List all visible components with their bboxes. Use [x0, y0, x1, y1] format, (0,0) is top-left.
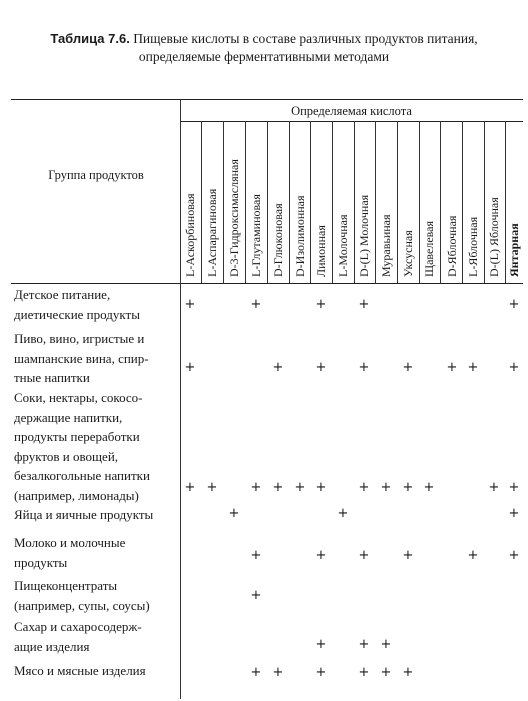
- row-label-line: (например, лимонады): [14, 487, 139, 503]
- presence-mark: +: [272, 665, 284, 680]
- acid-column-label: D-(L) Яблочная: [487, 197, 501, 277]
- acid-column-divider: [440, 121, 441, 283]
- acid-column-header: Определяемая кислота: [291, 104, 412, 118]
- acid-column-label: D-Глюконовая: [271, 203, 285, 277]
- acid-column-label: D-(L) Молочная: [357, 194, 371, 277]
- acid-column-divider: [245, 121, 246, 283]
- presence-mark: +: [294, 480, 306, 495]
- row-label-line: шампанские вина, спир-: [14, 350, 149, 366]
- acid-column-label: D-Яблочная: [445, 215, 459, 277]
- presence-mark: +: [423, 480, 435, 495]
- acid-column-divider: [267, 121, 268, 283]
- acid-column-label: Янтарная: [507, 223, 521, 277]
- presence-mark: +: [206, 480, 218, 495]
- presence-mark: +: [184, 360, 196, 375]
- table-row-label: [14, 661, 180, 681]
- group-column-divider: [180, 99, 181, 699]
- row-label-line: Молоко и молочные: [14, 535, 126, 550]
- presence-mark: +: [315, 297, 327, 312]
- presence-mark: +: [358, 297, 370, 312]
- presence-mark: +: [272, 480, 284, 495]
- presence-mark: +: [402, 360, 414, 375]
- row-label-line: Мясо и мясные изделия: [14, 663, 146, 678]
- acid-column-divider: [223, 121, 224, 283]
- row-label-line: Пищеконцентраты: [14, 578, 118, 593]
- presence-mark: +: [250, 588, 262, 603]
- table-row-label: [14, 576, 180, 615]
- caption-line-2: определяемые ферментативными методами: [138, 49, 390, 64]
- acid-column-divider: [289, 121, 290, 283]
- acid-column-label: L-Аскорбиновая: [183, 193, 197, 277]
- presence-mark: +: [315, 480, 327, 495]
- presence-mark: +: [337, 506, 349, 521]
- row-label-line: держащие напитки,: [14, 409, 123, 425]
- table-caption: [14, 30, 514, 66]
- row-label-line: Яйца и яичные продукты: [14, 507, 154, 522]
- table-row-label: [14, 388, 180, 505]
- presence-mark: +: [250, 297, 262, 312]
- presence-mark: +: [508, 506, 520, 521]
- row-label-line: безалкогольные напитки: [14, 468, 150, 483]
- acid-column-label: Муравьиная: [379, 214, 393, 277]
- row-label-line: тные напитки: [14, 370, 90, 385]
- row-label-line: фруктов и овощей,: [14, 448, 119, 464]
- acid-column-label: L-Аспарагиновая: [205, 188, 219, 277]
- acid-column-divider: [375, 121, 376, 283]
- presence-mark: +: [315, 665, 327, 680]
- presence-mark: +: [508, 360, 520, 375]
- presence-mark: +: [272, 360, 284, 375]
- presence-mark: +: [380, 480, 392, 495]
- presence-mark: +: [508, 297, 520, 312]
- row-label-line: Соки, нектары, сокосо-: [14, 390, 143, 405]
- acid-column-label: Щавелевая: [422, 220, 436, 277]
- acid-header-rule: [180, 121, 523, 122]
- presence-mark: +: [402, 548, 414, 563]
- presence-mark: +: [358, 480, 370, 495]
- presence-mark: +: [488, 480, 500, 495]
- acid-column-divider: [419, 121, 420, 283]
- presence-mark: +: [315, 637, 327, 652]
- acid-column-label: Уксусная: [401, 230, 415, 277]
- presence-mark: +: [467, 548, 479, 563]
- presence-mark: +: [315, 360, 327, 375]
- presence-mark: +: [446, 360, 458, 375]
- acid-column-divider: [397, 121, 398, 283]
- acid-column-divider: [462, 121, 463, 283]
- table-row-label: [14, 505, 180, 525]
- presence-mark: +: [508, 480, 520, 495]
- table-top-rule: [11, 99, 523, 100]
- presence-mark: +: [358, 548, 370, 563]
- row-label-line: ащие изделия: [14, 638, 90, 654]
- presence-mark: +: [380, 665, 392, 680]
- presence-mark: +: [358, 665, 370, 680]
- presence-mark: +: [508, 548, 520, 563]
- row-label-line: диетические продукты: [14, 306, 140, 322]
- acid-column-divider: [354, 121, 355, 283]
- presence-mark: +: [315, 548, 327, 563]
- presence-mark: +: [402, 480, 414, 495]
- presence-mark: +: [467, 360, 479, 375]
- header-bottom-rule: [11, 283, 523, 284]
- acid-column-divider: [332, 121, 333, 283]
- group-column-header: Группа продуктов: [48, 168, 144, 182]
- presence-mark: +: [250, 665, 262, 680]
- row-label-line: Сахар и сахаросодерж-: [14, 619, 142, 634]
- presence-mark: +: [228, 506, 240, 521]
- presence-mark: +: [250, 480, 262, 495]
- acid-column-divider: [484, 121, 485, 283]
- acid-column-divider: [201, 121, 202, 283]
- table-row-label: [14, 329, 180, 388]
- row-label-line: Пиво, вино, игристые и: [14, 331, 145, 346]
- acid-column-label: L-Глутаминовая: [249, 194, 263, 277]
- presence-mark: +: [358, 360, 370, 375]
- presence-mark: +: [184, 297, 196, 312]
- presence-mark: +: [402, 665, 414, 680]
- acid-column-divider: [505, 121, 506, 283]
- acid-column-label: D-Изолимонная: [293, 195, 307, 277]
- caption-label: Таблица 7.6.: [50, 31, 130, 46]
- table-row-label: [14, 285, 180, 324]
- presence-mark: +: [358, 637, 370, 652]
- caption-line-1: Пищевые кислоты в составе различных продуктов питания,: [133, 31, 478, 46]
- acid-column-label: L-Молочная: [336, 214, 350, 277]
- row-label-line: продукты переработки: [14, 429, 140, 444]
- row-label-line: продукты: [14, 554, 68, 570]
- acid-column-divider: [310, 121, 311, 283]
- presence-mark: +: [250, 548, 262, 563]
- acid-column-label: D-3-Гидроксимасляная: [227, 159, 241, 277]
- acid-column-label: L-Яблочная: [466, 216, 480, 277]
- table-row-label: [14, 533, 180, 572]
- presence-mark: +: [380, 637, 392, 652]
- row-label-line: (например, супы, соусы): [14, 597, 150, 613]
- table-row-label: [14, 617, 180, 656]
- row-label-line: Детское питание,: [14, 287, 111, 302]
- acid-column-label: Лимонная: [314, 225, 328, 277]
- presence-mark: +: [184, 480, 196, 495]
